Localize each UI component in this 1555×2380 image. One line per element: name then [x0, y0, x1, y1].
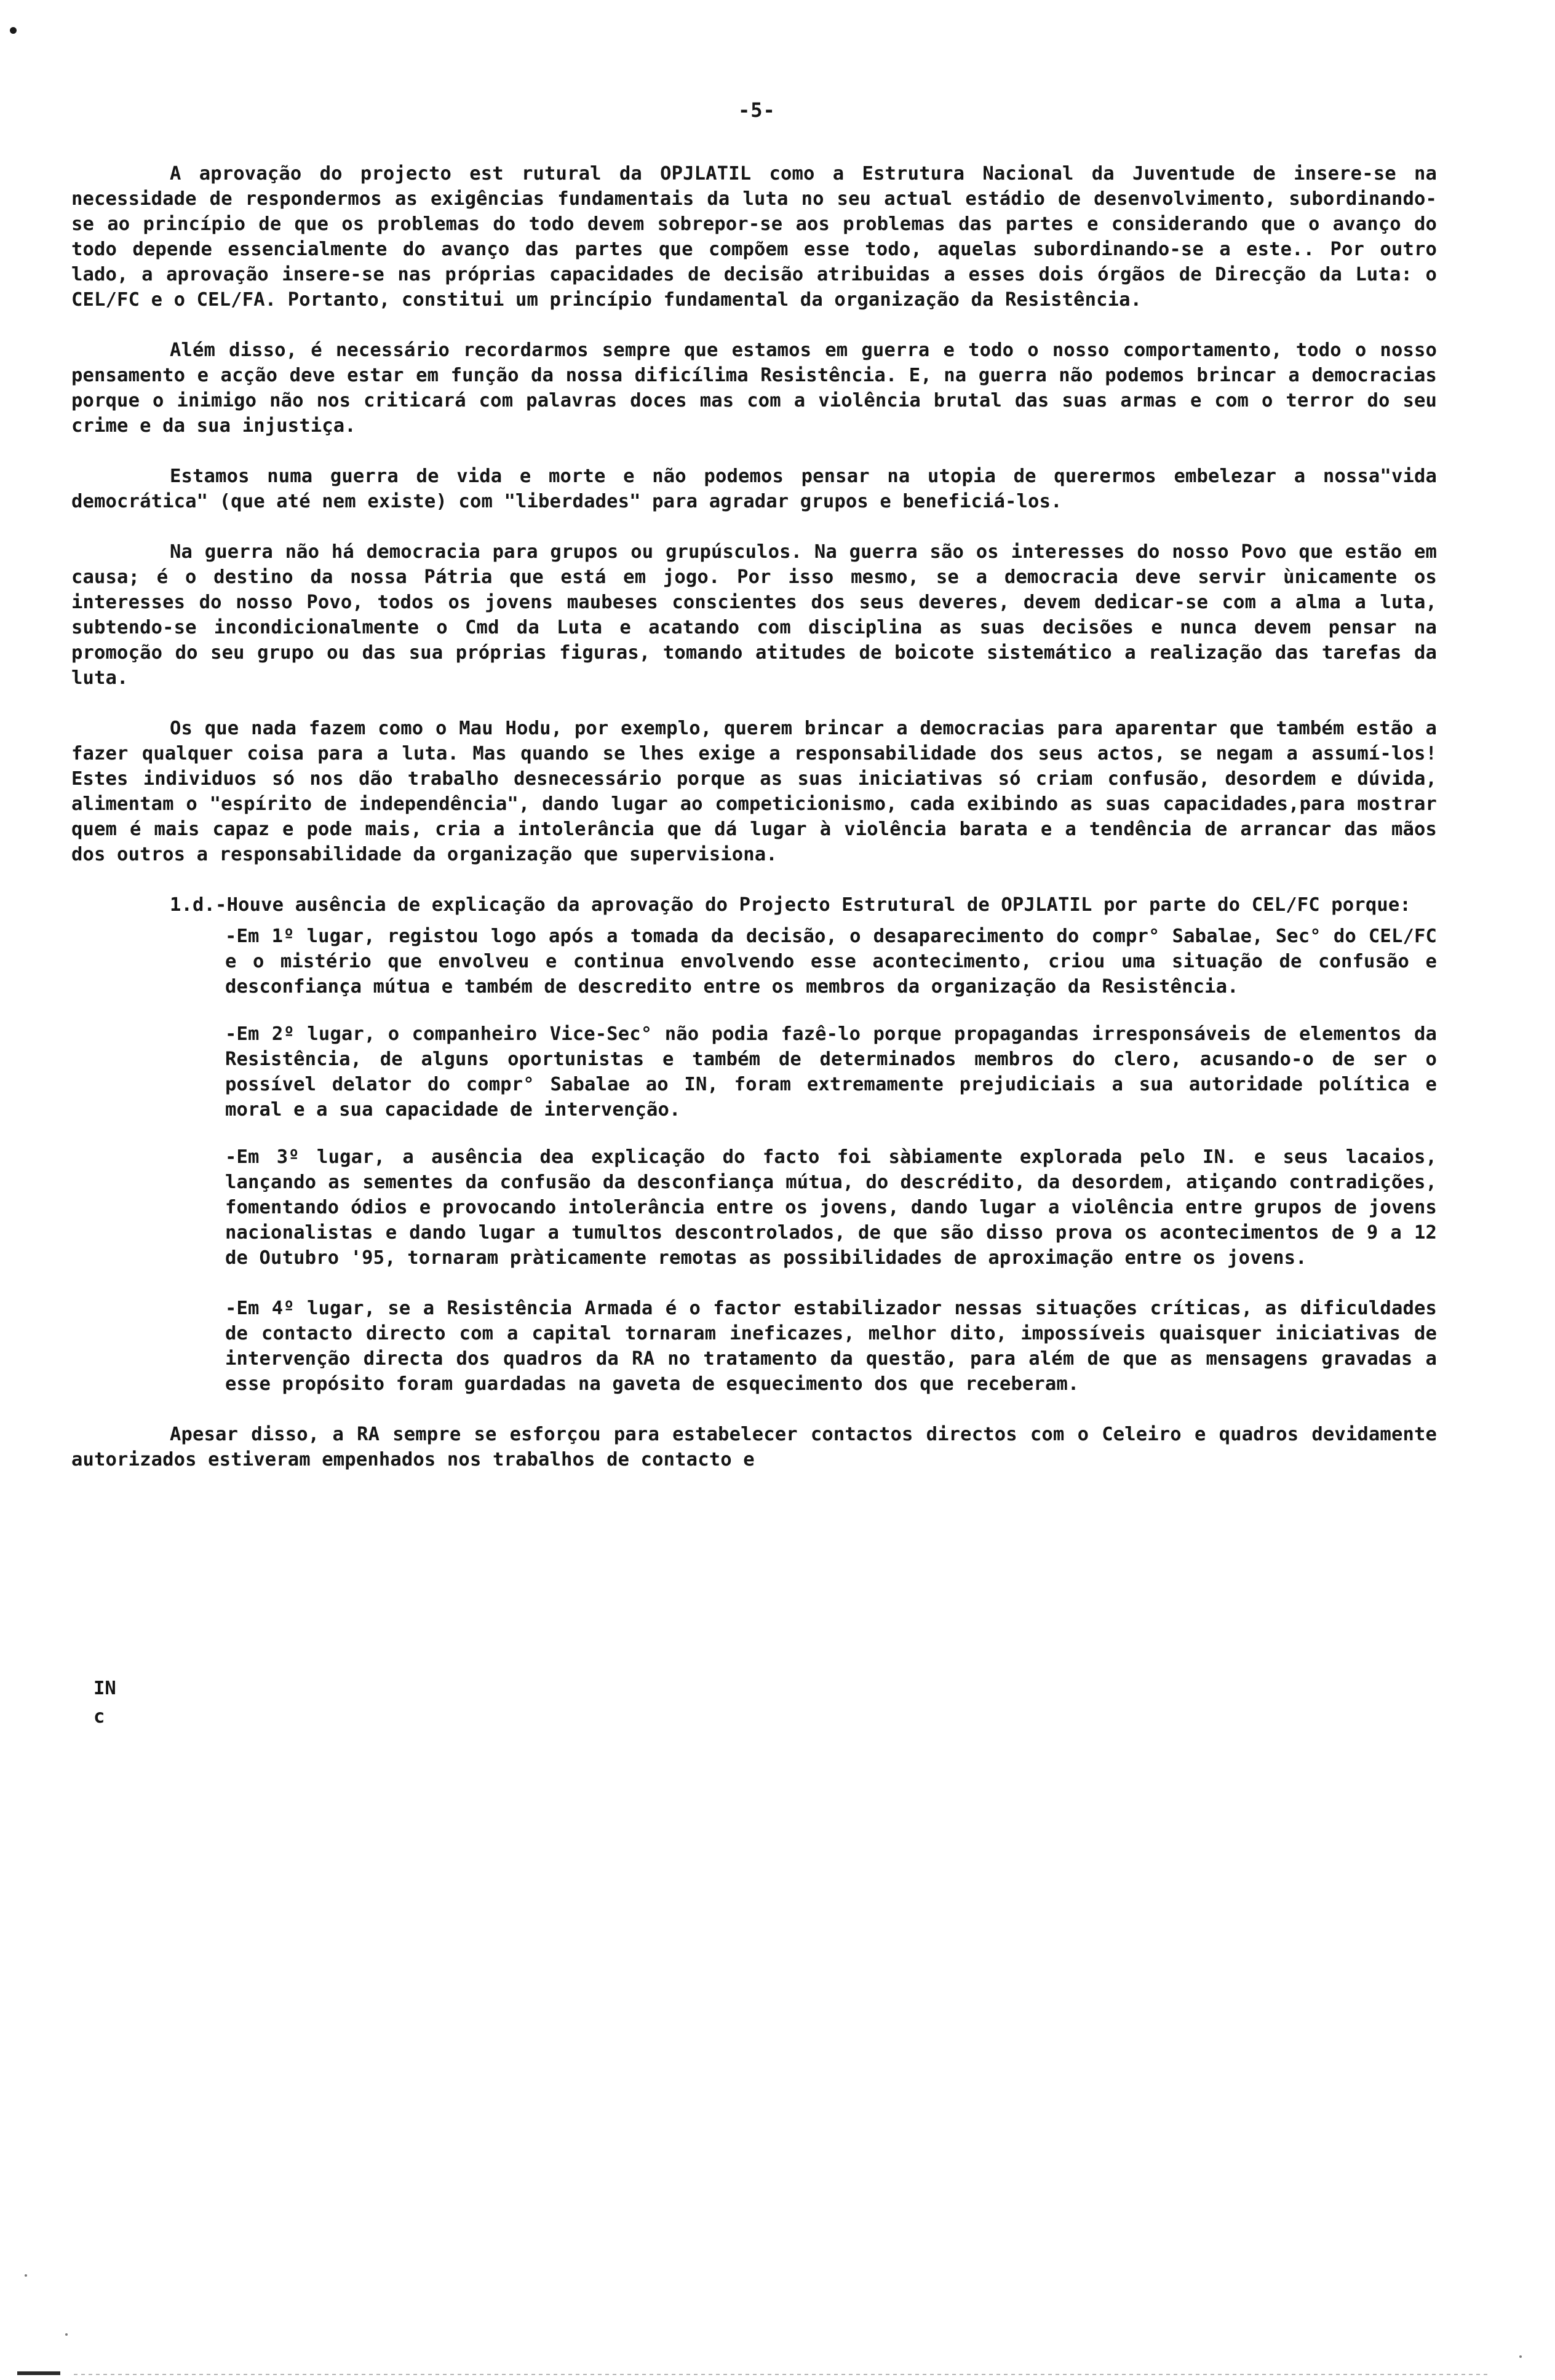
paragraph-approval: A aprovação do projecto est rutural da OPJLATIL como a Estrutura Nacional da Juventude de insere-se na necessidade de respondermos as exigências fundamentais da luta no seu actual estádio de desenvolvimento, subordinando-se ao princípio de que os problemas do todo devem sobrepor-se aos problemas das partes e considerando que o avanço do todo depende essencialmente do avanço das partes que compõem esse todo, aquelas subordinando-se a este.. Por outro lado, a aprovação insere-se nas próprias capacidades de decisão atribuidas a esses dois órgãos de Direcção da Luta: o CEL/FC e o CEL/FA. Portanto, constitui um princípio fundamental da organização da Resistência.	[71, 163, 1437, 311]
corner-dot-mark	[10, 27, 17, 34]
document-body	[71, 161, 1437, 1497]
section-1d-intro: 1.d.-Houve ausência de explicação da aprovação do Projecto Estrutural de OPJLATIL por parte do CEL/FC porque:	[170, 894, 1411, 916]
scan-speck	[25, 2274, 27, 2277]
margin-note-in: IN	[93, 1678, 116, 1699]
paragraph-mau-hodu: Os que nada fazem como o Mau Hodu, por exemplo, querem brincar a democracias para aparentar que também estão a fazer qualquer coisa para a luta. Mas quando se lhes exige a responsabilidade dos seus actos, se negam a assumí-los! Estes individuos só nos dão trabalho desnecessário porque as suas iniciativas só criam confusão, desordem e dúvida, alimentam o "espírito de independência", dando lugar ao competicionismo, cada exibindo as suas capacidades,para mostrar quem é mais capaz e pode mais, cria a intolerância que dá lugar à violência barata e a tendência de arrancar das mãos dos outros a responsabilidade da organização que supervisiona.	[71, 718, 1437, 865]
paragraph-no-democracy-groups: Na guerra não há democracia para grupos ou grupúsculos. Na guerra são os interesses do nosso Povo que estão em causa; é o destino da nossa Pátria que está em jogo. Por isso mesmo, se a democracia deve servir ùnicamente os interesses do nosso Povo, todos os jovens maubeses conscientes dos seus deveres, devem dedicar-se com a alma a luta, subtendo-se incondicionalmente o Cmd da Luta e acatando com disciplina as suas decisões e nunca devem pensar na promoção do seu grupo ou das sua próprias figuras, tomando atitudes de boicote sistemático a realização das tarefas da luta.	[71, 541, 1437, 689]
paragraph-life-death: Estamos numa guerra de vida e morte e não podemos pensar na utopia de querermos embelezar a nossa"vida democrática" (que até nem existe) com "liberdades" para agradar grupos e beneficiá-los.	[71, 466, 1437, 512]
closing-paragraph: Apesar disso, a RA sempre se esforçou para estabelecer contactos directos com o Celeiro e quadros devidamente autorizados estiveram empenhados nos trabalhos de contacto e	[71, 1424, 1437, 1470]
bottom-edge-rule	[74, 2374, 1489, 2375]
scan-speck	[65, 2333, 68, 2336]
section-1d-item-4: -Em 4º lugar, se a Resistência Armada é o factor estabilizador nessas situações críticas, as dificuldades de contacto directo com a capital tornaram ineficazes, melhor dito, impossíveis quaisquer iniciativas de intervenção directa dos quadros da RA no tratamento da questão, para além de que as mensagens gravadas a esse propósito foram guardadas na gaveta de esquecimento dos que receberam.	[225, 1298, 1437, 1395]
bottom-edge-mark	[17, 2371, 60, 2375]
margin-note-c: c	[93, 1706, 105, 1727]
page-number: -5-	[738, 98, 776, 122]
scan-speck	[1519, 2355, 1522, 2358]
section-1d-item-1: -Em 1º lugar, registou logo após a tomada da decisão, o desaparecimento do compr° Sabalae, Sec° do CEL/FC e o mistério que envolveu e continua envolvendo esse acontecimento, criou uma situação de confusão e desconfiança mútua e também de descredito entre os membros da organização da Resistência.	[225, 926, 1437, 998]
section-1d-item-3: -Em 3º lugar, a ausência dea explicação do facto foi sàbiamente explorada pelo IN. e seus lacaios, lançando as sementes da confusão da desconfiança mútua, do descrédito, da desordem, atiçando contradições, fomentando ódios e provocando intolerância entre os jovens, dando lugar a violência entre grupos de jovens nacionalistas e dando lugar a tumultos descontrolados, de que são disso prova os acontecimentos de 9 a 12 de Outubro '95, tornaram pràticamente remotas as possibilidades de aproximação entre os jovens.	[225, 1146, 1437, 1269]
paragraph-war-behaviour: Além disso, é necessário recordarmos sempre que estamos em guerra e todo o nosso comportamento, todo o nosso pensamento e acção deve estar em função da nossa dificílima Resistência. E, na guerra não podemos brincar a democracias porque o inimigo não nos criticará com palavras doces mas com a violência brutal das suas armas e com o terror do seu crime e da sua injustiça.	[71, 339, 1437, 437]
section-1d-item-2: -Em 2º lugar, o companheiro Vice-Sec° não podia fazê-lo porque propagandas irresponsáveis de elementos da Resistência, de alguns oportunistas e também de determinados membros do clero, acusando-o de ser o possível delator do compr° Sabalae ao IN, foram extremamente prejudiciais a sua autoridade política e moral e a sua capacidade de intervenção.	[225, 1023, 1437, 1121]
